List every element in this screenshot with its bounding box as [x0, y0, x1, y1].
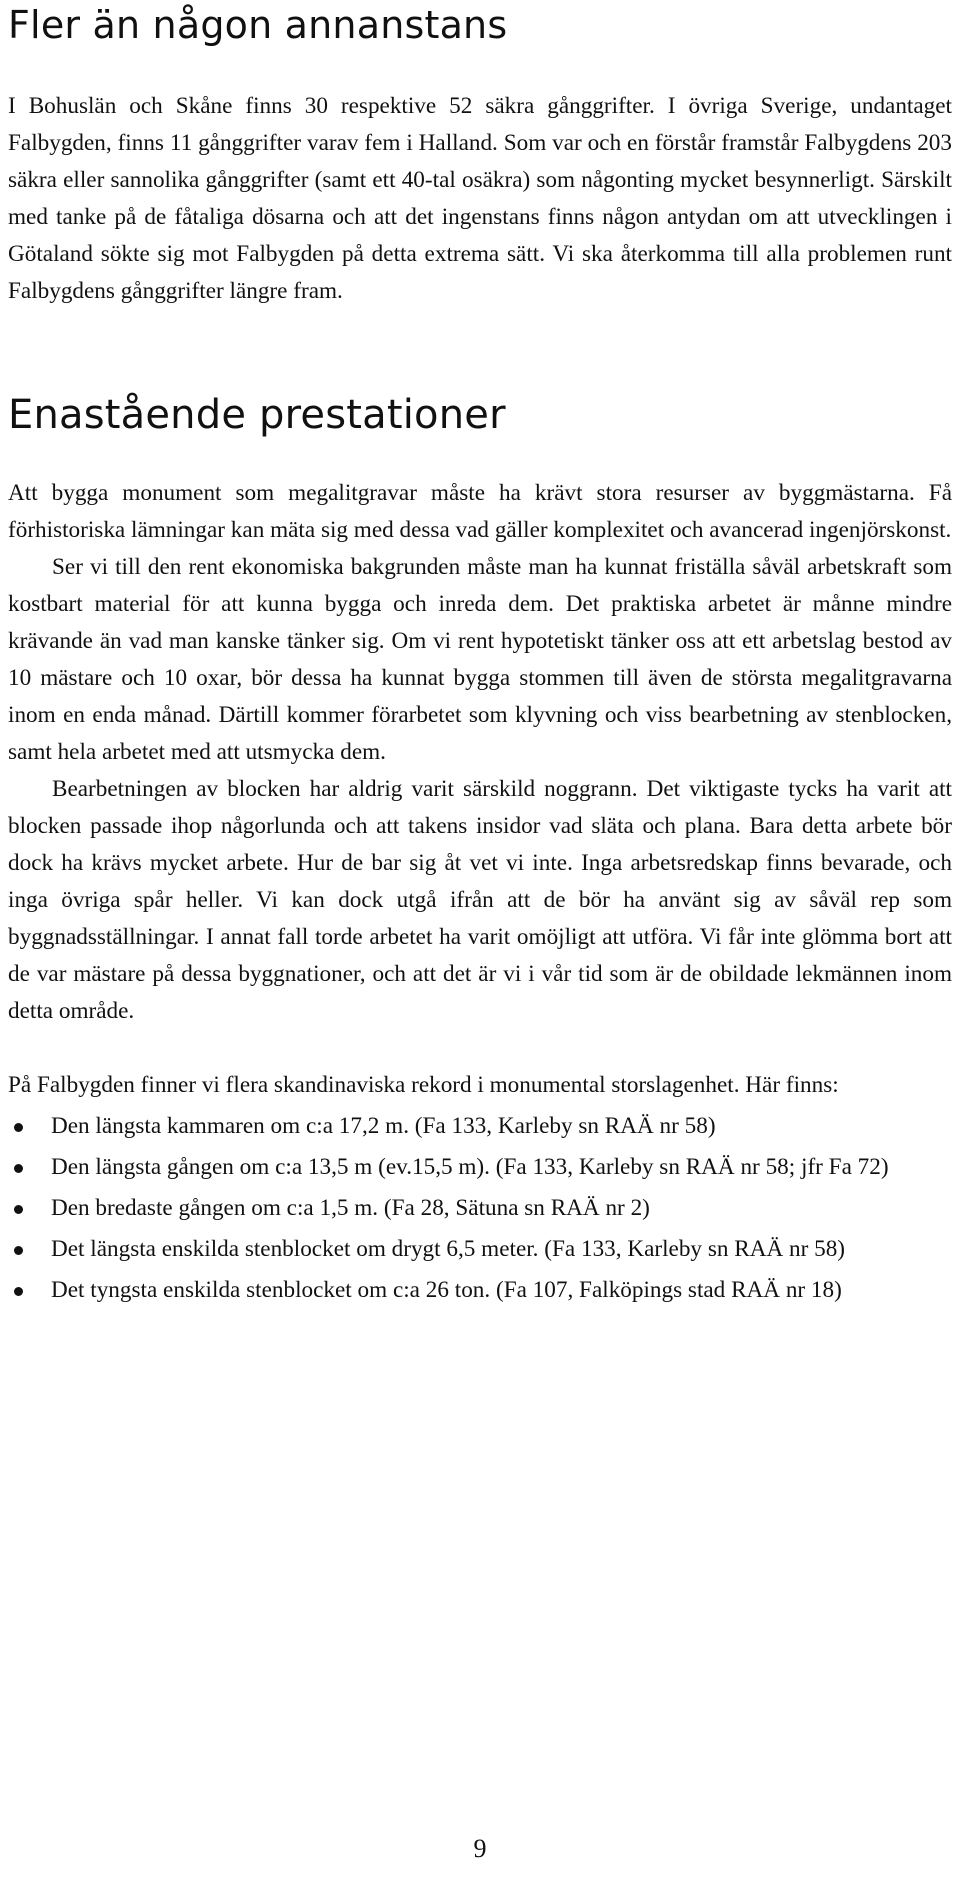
paragraph-ekonomisk-bakgrund: Ser vi till den rent ekonomiska bakgrunden måste man ha kunnat friställa såväl arbetskraft som kostbart material för att kunna bygga och inreda dem. Det praktiska arbetet är månne mindre krävande än vad man kanske tänker sig. Om vi rent hypotetiskt tänker oss att ett arbetslag bestod av 10 mästare och 10 oxar, bör dessa ha kunnat bygga stommen till även de största megalitgravarna inom en enda månad. Därtill kommer förarbetet som klyvning och viss bearbetning av stenblocken, samt hela arbetet med att utsmycka dem.	[8, 554, 952, 765]
bullet-icon	[14, 1246, 23, 1255]
records-list	[8, 1108, 952, 1309]
document-page	[8, 0, 952, 1309]
paragraph-bearbetningen: Bearbetningen av blocken har aldrig varit särskild noggrann. Det viktigaste tycks ha varit att blocken passade ihop någorlunda och att takens insidor vad släta och plana. Bara detta arbete bör dock ha krävs mycket arbete. Hur de bar sig åt vet vi inte. Inga arbetsredskap finns bevarade, och inga övriga spår heller. Vi kan dock utgå ifrån att de bör ha använt sig av såväl rep som byggnadsställningar. I annat fall torde arbetet ha varit omöjligt att utföra. Vi får inte glömma bort att de var mästare på dessa byggnationer, och att det är vi i vår tid som är de obildade lekmännen inom detta område.	[8, 776, 952, 1024]
list-item	[8, 1231, 952, 1268]
list-item-text: Det längsta enskilda stenblocket om drygt 6,5 meter. (Fa 133, Karleby sn RAÄ nr 58)	[51, 1236, 846, 1262]
list-item-text: Den längsta kammaren om c:a 17,2 m. (Fa 133, Karleby sn RAÄ nr 58)	[51, 1113, 716, 1139]
bullet-icon	[14, 1287, 23, 1296]
list-item-text: Den bredaste gången om c:a 1,5 m. (Fa 28, Sätuna sn RAÄ nr 2)	[51, 1195, 650, 1221]
list-item	[8, 1272, 952, 1309]
list-item-text: Det tyngsta enskilda stenblocket om c:a 26 ton. (Fa 107, Falköpings stad RAÄ nr 18)	[51, 1277, 842, 1303]
list-item	[8, 1108, 952, 1145]
bullet-icon	[14, 1123, 23, 1132]
section-heading-fler-an-nagon-annanstans: Fler än någon annanstans	[8, 3, 508, 47]
paragraph-gangrifter-count: I Bohuslän och Skåne finns 30 respektive 52 säkra gånggrifter. I övriga Sverige, undantaget Falbygden, finns 11 gånggrifter varav fem i Halland. Som var och en förstår framstår Falbygdens 203 säkra eller sannolika gånggrifter (samt ett 40-tal osäkra) som någonting mycket besynnerligt. Särskilt med tanke på de fåtaliga dösarna och att det ingenstans finns någon antydan om att utvecklingen i Götaland sökte sig mot Falbygden på detta extrema sätt. Vi ska återkomma till alla problemen runt Falbygdens gånggrifter längre fram.	[8, 93, 952, 304]
bullet-icon	[14, 1164, 23, 1173]
list-item-text: Den längsta gången om c:a 13,5 m (ev.15,5 m). (Fa 133, Karleby sn RAÄ nr 58; jfr Fa 72)	[51, 1154, 889, 1180]
page-number: 9	[473, 1834, 487, 1863]
list-item	[8, 1149, 952, 1186]
section-heading-enastaende-prestationer: Enastående prestationer	[8, 392, 506, 438]
paragraph-resurser: Att bygga monument som megalitgravar måste ha krävt stora resurser av byggmästarna. Få förhistoriska lämningar kan mäta sig med dessa vad gäller komplexitet och avancerad ingenjörskonst.	[8, 480, 952, 543]
bullet-icon	[14, 1205, 23, 1214]
list-item	[8, 1190, 952, 1227]
paragraph-rekord-intro: På Falbygden finner vi flera skandinaviska rekord i monumental storslagenhet. Här finns:	[8, 1072, 839, 1098]
